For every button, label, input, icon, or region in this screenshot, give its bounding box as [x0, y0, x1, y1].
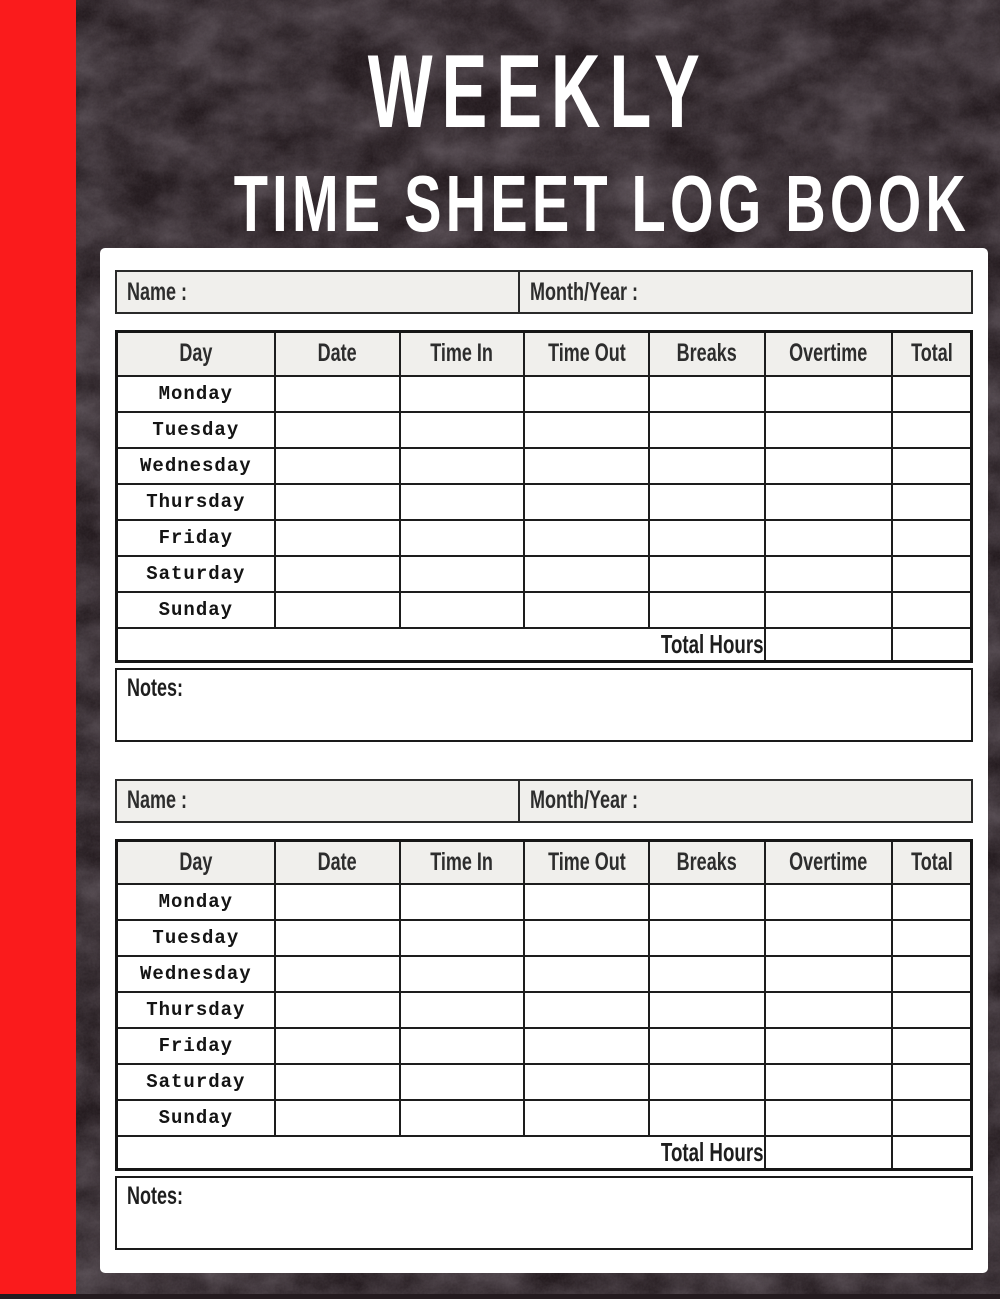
- entry-cell: [275, 592, 400, 628]
- header-row: [117, 840, 972, 884]
- entry-cell: [649, 484, 764, 520]
- entry-cell: [892, 376, 972, 412]
- day-label-cell: Sunday: [117, 1100, 275, 1136]
- day-label-cell: Monday: [117, 884, 275, 920]
- day-label-cell: Thursday: [117, 484, 275, 520]
- entry-cell: [275, 920, 400, 956]
- total-hours-label: Total Hours: [660, 1137, 764, 1167]
- entry-cell: [765, 992, 892, 1028]
- entry-cell: [400, 992, 525, 1028]
- entry-cell: [892, 412, 972, 448]
- column-header-label: Date: [317, 847, 357, 876]
- column-header-label: Time Out: [547, 847, 626, 876]
- name-field: [117, 781, 518, 821]
- day-row: [117, 448, 972, 484]
- column-header-label: Breaks: [676, 847, 737, 876]
- column-header-label: Time In: [430, 339, 494, 368]
- entry-cell: [765, 448, 892, 484]
- day-row: [117, 412, 972, 448]
- entry-cell: [524, 1100, 649, 1136]
- day-row: [117, 992, 972, 1028]
- day-label-cell: Friday: [117, 520, 275, 556]
- total-hours-label-cell: [117, 1136, 765, 1170]
- total-hours-label: Total Hours: [660, 628, 764, 659]
- entry-cell: [649, 520, 764, 556]
- entry-cell: [400, 376, 525, 412]
- entry-cell: [765, 556, 892, 592]
- entry-cell: [649, 376, 764, 412]
- entry-cell: [649, 592, 764, 628]
- day-row: [117, 376, 972, 412]
- column-header: [400, 332, 525, 376]
- timesheet-table: [115, 839, 973, 1172]
- entry-cell: [649, 1064, 764, 1100]
- day-row: [117, 1028, 972, 1064]
- entry-cell: [892, 1028, 972, 1064]
- day-row: [117, 556, 972, 592]
- entry-cell: [892, 956, 972, 992]
- column-header: [400, 840, 525, 884]
- day-label-cell: Tuesday: [117, 412, 275, 448]
- entry-cell: [524, 1028, 649, 1064]
- entry-cell: [892, 1064, 972, 1100]
- entry-cell: [400, 920, 525, 956]
- entry-cell: [765, 1028, 892, 1064]
- month-year-field: [518, 272, 971, 312]
- spine-red-stripe: [0, 0, 76, 1294]
- column-header: [892, 840, 972, 884]
- column-header: [524, 332, 649, 376]
- entry-cell: [649, 920, 764, 956]
- column-header-label: Day: [179, 847, 213, 876]
- entry-cell: [275, 556, 400, 592]
- entry-cell: [524, 484, 649, 520]
- day-row: [117, 884, 972, 920]
- column-header: [765, 840, 892, 884]
- table-body: [117, 376, 972, 662]
- entry-cell: [400, 884, 525, 920]
- entry-cell: [524, 520, 649, 556]
- total-hours-row: [117, 628, 972, 662]
- entry-cell: [400, 520, 525, 556]
- day-label-cell: Wednesday: [117, 956, 275, 992]
- entry-cell: [892, 520, 972, 556]
- entry-cell: [400, 592, 525, 628]
- day-label-cell: Saturday: [117, 556, 275, 592]
- name-monthyear-bar: [115, 779, 973, 823]
- day-row: [117, 1064, 972, 1100]
- column-header: [275, 332, 400, 376]
- cover-titles: [76, 34, 1000, 248]
- entry-cell: [649, 884, 764, 920]
- total-hours-row: [117, 1136, 972, 1170]
- table-body: [117, 884, 972, 1170]
- column-header-label: Overtime: [789, 339, 868, 368]
- entry-cell: [765, 592, 892, 628]
- column-header: [649, 332, 764, 376]
- column-header: [117, 332, 275, 376]
- entry-cell: [649, 1100, 764, 1136]
- entry-cell: [765, 520, 892, 556]
- month-year-field: [518, 781, 971, 821]
- entry-cell: [892, 992, 972, 1028]
- entry-cell: [892, 484, 972, 520]
- name-label: Name :: [127, 786, 188, 814]
- column-header-label: Time In: [430, 847, 494, 876]
- day-row: [117, 484, 972, 520]
- entry-cell: [765, 1100, 892, 1136]
- cover-title-timesheet-log-book: TIME SHEET LOG BOOK: [233, 159, 971, 248]
- entry-cell: [524, 592, 649, 628]
- entry-cell: [524, 556, 649, 592]
- entry-cell: [275, 992, 400, 1028]
- day-label-cell: Wednesday: [117, 448, 275, 484]
- day-label-cell: Monday: [117, 376, 275, 412]
- entry-cell: [275, 484, 400, 520]
- notes-box: [115, 1176, 973, 1250]
- cover-title-line1-wrap: [76, 34, 1000, 150]
- entry-cell: [892, 556, 972, 592]
- entry-cell: [400, 448, 525, 484]
- timesheet-page: [100, 248, 988, 1273]
- day-label-cell: Saturday: [117, 1064, 275, 1100]
- entry-cell: [524, 448, 649, 484]
- column-header: [117, 840, 275, 884]
- entry-cell: [275, 1064, 400, 1100]
- entry-cell: [275, 1028, 400, 1064]
- entry-cell: [765, 484, 892, 520]
- column-header-label: Total: [910, 339, 953, 368]
- column-header-label: Breaks: [676, 339, 737, 368]
- day-label-cell: Thursday: [117, 992, 275, 1028]
- entry-cell: [524, 1064, 649, 1100]
- entry-cell: [400, 956, 525, 992]
- entry-cell: [649, 956, 764, 992]
- column-header-label: Date: [317, 339, 357, 368]
- day-label-cell: Friday: [117, 1028, 275, 1064]
- entry-cell: [400, 484, 525, 520]
- cover-title-weekly: WEEKLY: [367, 34, 709, 150]
- column-header: [892, 332, 972, 376]
- notes-box: [115, 668, 973, 742]
- entry-cell: [892, 592, 972, 628]
- column-header-label: Total: [910, 847, 953, 876]
- entry-cell: [275, 884, 400, 920]
- notes-label: Notes:: [127, 1182, 184, 1210]
- entry-cell: [765, 920, 892, 956]
- entry-cell: [400, 1028, 525, 1064]
- entry-cell: [765, 412, 892, 448]
- entry-cell: [275, 376, 400, 412]
- entry-cell: [400, 412, 525, 448]
- day-row: [117, 956, 972, 992]
- entry-cell: [524, 376, 649, 412]
- month-year-label: Month/Year :: [530, 786, 639, 814]
- total-hours-label-cell: [117, 628, 765, 662]
- column-header-label: Overtime: [789, 847, 868, 876]
- column-header: [275, 840, 400, 884]
- entry-cell: [649, 412, 764, 448]
- timesheet-section: [115, 248, 973, 742]
- column-header-label: Time Out: [547, 339, 626, 368]
- cover-title-line2-wrap: [76, 159, 1000, 248]
- name-monthyear-bar: [115, 270, 973, 314]
- entry-cell: [892, 448, 972, 484]
- entry-cell: [892, 1100, 972, 1136]
- entry-cell: [400, 1100, 525, 1136]
- entry-cell: [400, 1064, 525, 1100]
- entry-cell: [524, 956, 649, 992]
- name-label: Name :: [127, 277, 188, 306]
- day-label-cell: Sunday: [117, 592, 275, 628]
- entry-cell: [765, 376, 892, 412]
- entry-cell: [649, 448, 764, 484]
- entry-cell: [275, 412, 400, 448]
- entry-cell: [524, 920, 649, 956]
- day-label-cell: Tuesday: [117, 920, 275, 956]
- entry-cell: [649, 992, 764, 1028]
- entry-cell: [649, 556, 764, 592]
- total-entry-cell: [892, 628, 972, 662]
- total-entry-cell: [765, 1136, 892, 1170]
- day-row: [117, 920, 972, 956]
- notes-label: Notes:: [127, 673, 184, 702]
- total-entry-cell: [765, 628, 892, 662]
- entry-cell: [892, 920, 972, 956]
- entry-cell: [765, 884, 892, 920]
- column-header: [649, 840, 764, 884]
- name-field: [117, 272, 518, 312]
- entry-cell: [524, 412, 649, 448]
- entry-cell: [275, 448, 400, 484]
- total-entry-cell: [892, 1136, 972, 1170]
- entry-cell: [892, 884, 972, 920]
- entry-cell: [275, 956, 400, 992]
- month-year-label: Month/Year :: [530, 277, 639, 306]
- timesheet-table: [115, 330, 973, 663]
- entry-cell: [765, 1064, 892, 1100]
- entry-cell: [400, 556, 525, 592]
- timesheet-section: [115, 742, 973, 1251]
- entry-cell: [524, 884, 649, 920]
- entry-cell: [275, 1100, 400, 1136]
- entry-cell: [524, 992, 649, 1028]
- column-header: [765, 332, 892, 376]
- entry-cell: [765, 956, 892, 992]
- entry-cell: [275, 520, 400, 556]
- day-row: [117, 592, 972, 628]
- header-row: [117, 332, 972, 376]
- entry-cell: [649, 1028, 764, 1064]
- column-header: [524, 840, 649, 884]
- day-row: [117, 520, 972, 556]
- column-header-label: Day: [179, 339, 213, 368]
- day-row: [117, 1100, 972, 1136]
